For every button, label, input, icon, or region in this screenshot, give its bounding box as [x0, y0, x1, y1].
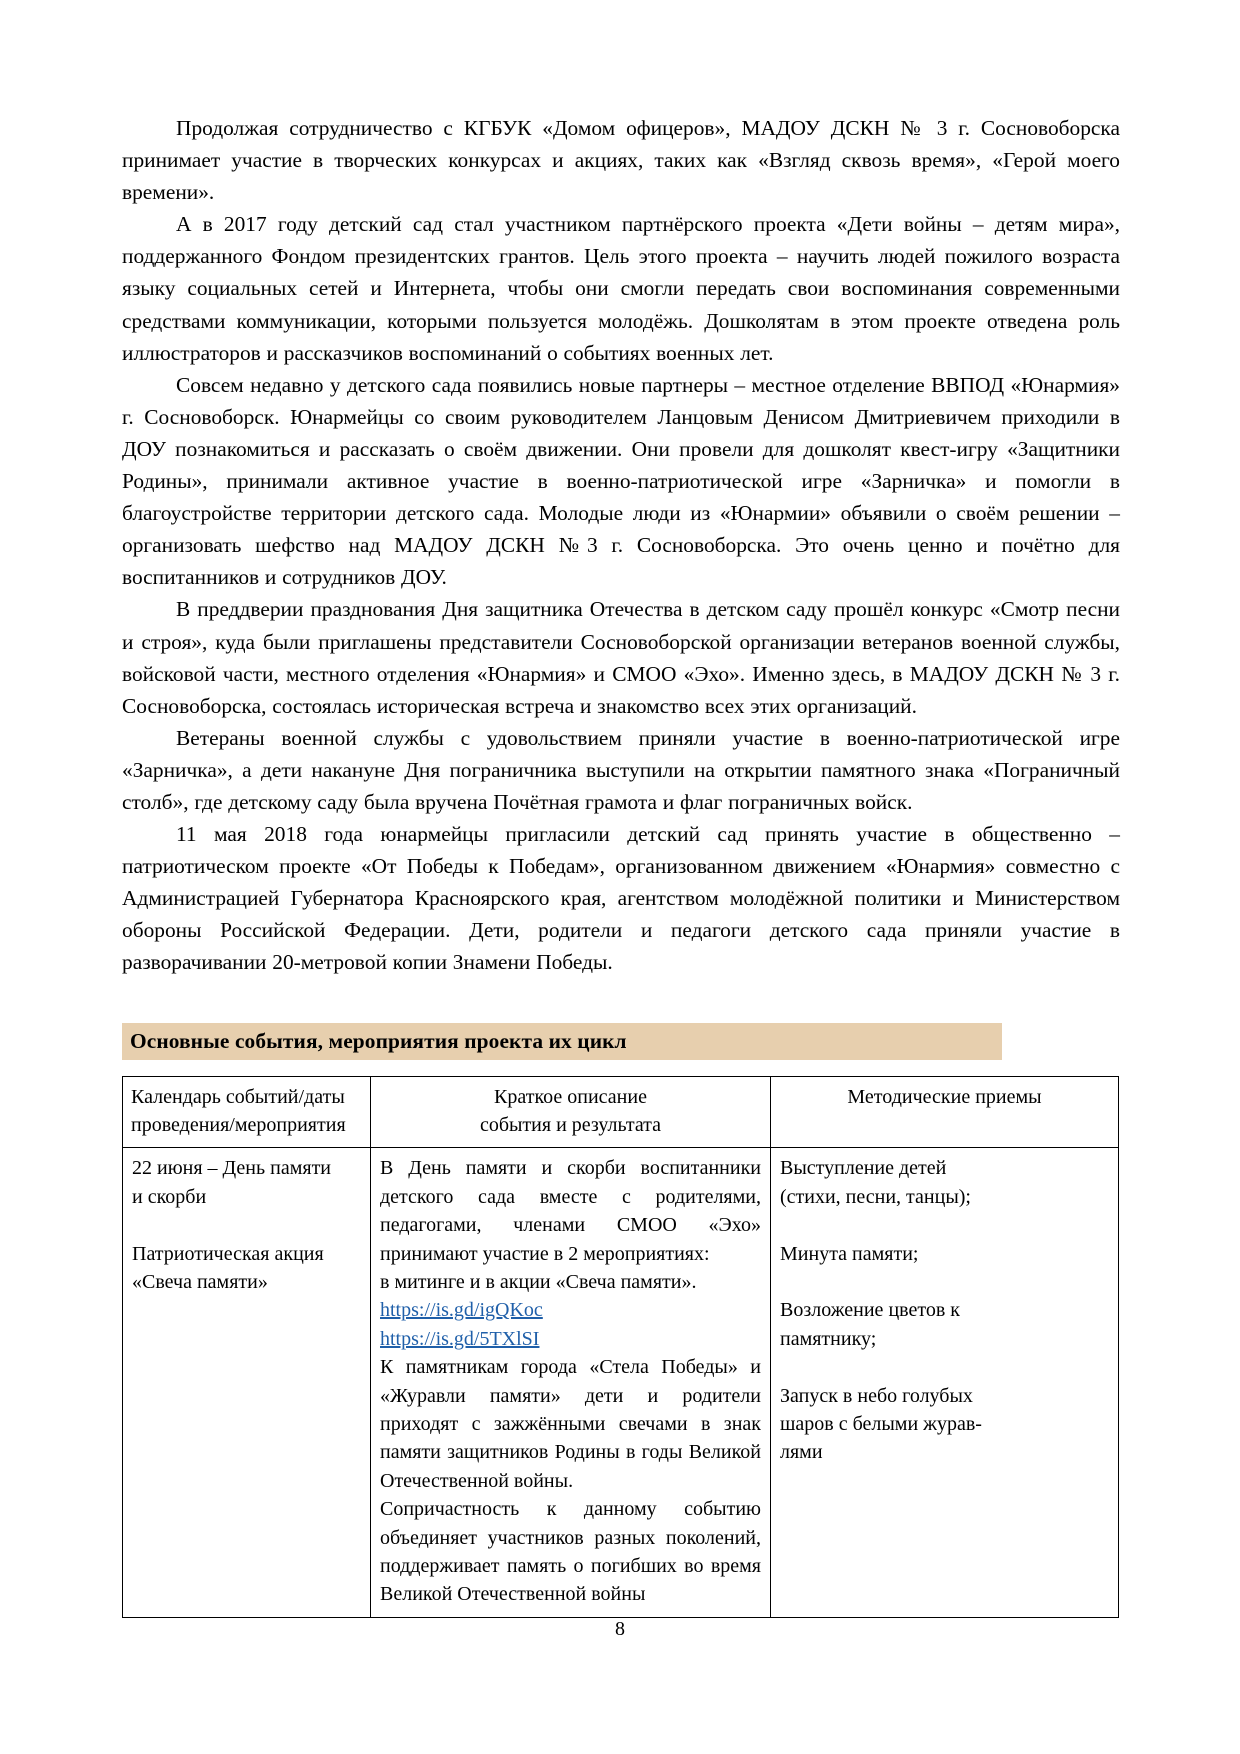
- body-text-block: [122, 112, 1120, 979]
- calendar-line-3: Патриотическая акция: [132, 1242, 324, 1265]
- column-header-description-line2: события и результата: [479, 1113, 662, 1136]
- method-item-4-line-3: лями: [780, 1441, 823, 1464]
- description-link-2-wrapper: [380, 1325, 761, 1353]
- cell-methods: [771, 1148, 1119, 1618]
- column-header-calendar: [123, 1076, 371, 1148]
- paragraph-1: Продолжая сотрудничество с КГБУК «Домом офицеров», МАДОУ ДСКН № 3 г. Сосновоборска принимает участие в творческих конкурсах и акциях, таких как «Взгляд сквозь время», «Герой моего времени».: [122, 116, 1120, 205]
- method-item-1-line-2: (стихи, песни, танцы);: [780, 1185, 971, 1208]
- methods-spacer-2: [780, 1268, 1109, 1296]
- description-block-1: В День памяти и скорби воспитанники детского сада вместе с родителями, педагогами, членами СМОО «Эхо» принимают участие в 2 мероприятиях:: [380, 1157, 761, 1265]
- section-banner-title: Основные события, мероприятия проекта их цикл: [130, 1028, 627, 1053]
- description-block-2: в митинге и в акции «Свеча памяти».: [380, 1270, 697, 1293]
- method-item-4-line-1: Запуск в небо голубых: [780, 1384, 973, 1407]
- calendar-line-1: 22 июня – День памяти: [132, 1157, 332, 1180]
- table-header-row: [123, 1076, 1119, 1148]
- description-link-2[interactable]: https://is.gd/5TXlSI: [380, 1327, 540, 1350]
- column-header-description-line1: Краткое описание: [494, 1085, 647, 1108]
- description-block-4: Сопричастность к данному событию объединяет участников разных поколений, поддерживает память о погибших во время Великой Отечественной войны: [380, 1498, 761, 1606]
- calendar-spacer: [132, 1211, 361, 1239]
- description-link-1-wrapper: [380, 1296, 761, 1324]
- cell-calendar: [123, 1148, 371, 1618]
- calendar-line-2: и скорби: [132, 1185, 207, 1208]
- paragraph-2: А в 2017 году детский сад стал участником партнёрского проекта «Дети войны – детям мира», поддержанного Фондом президентских грантов. Цель этого проекта – научить людей пожилого возраста языку социальных сетей и Интернета, чтобы они смогли передать свои воспоминания современными средствами коммуникации, которыми пользуется молодёжь. Дошколятам в этом проекте отведена роль иллюстраторов и рассказчиков воспоминаний о событиях военных лет.: [122, 212, 1120, 365]
- method-item-3-line-1: Возложение цветов к: [780, 1299, 960, 1322]
- description-link-1[interactable]: https://is.gd/igQKoc: [380, 1299, 543, 1322]
- paragraph-3: Совсем недавно у детского сада появились новые партнеры – местное отделение ВВПОД «Юнармия» г. Сосновоборск. Юнармейцы со своим руководителем Ланцовым Денисом Дмитриевичем приходили в ДОУ познакомиться и рассказать о своём движении. Они провели для дошколят квест-игру «Защитники Родины», принимали активное участие в военно-патриотической игре «Зарничка» и помогли в благоустройстве территории детского сада. Молодые люди из «Юнармии» объявили о своём решении – организовать шефство над МАДОУ ДСКН №3 г. Сосновоборска. Это очень ценно и почётно для воспитанников и сотрудников ДОУ.: [122, 372, 1120, 590]
- paragraph-4: В преддверии празднования Дня защитника Отечества в детском саду прошёл конкурс «Смотр песни и строя», куда были приглашены представители Сосновоборской организации ветеранов военной службы, войсковой части, местного отделения «Юнармия» и СМОО «Эхо». Именно здесь, в МАДОУ ДСКН № 3 г. Сосновоборска, состоялась историческая встреча и знакомство всех этих организаций.: [122, 597, 1120, 718]
- column-header-methods: [771, 1076, 1119, 1148]
- table-row: [123, 1148, 1119, 1618]
- paragraph-6: 11 мая 2018 года юнармейцы пригласили детский сад принять участие в общественно – патриотическом проекте «От Победы к Победам», организованном движением «Юнармия» совместно с Администрацией Губернатора Красноярского края, агентством молодёжной политики и Министерством обороны Российской Федерации. Дети, родители и педагоги детского сада приняли участие в разворачивании 20-метровой копии Знамени Победы.: [122, 822, 1120, 975]
- paragraph-5: Ветераны военной службы с удовольствием приняли участие в военно-патриотической игре «Зарничка», а дети накануне Дня пограничника выступили на открытии памятного знака «Пограничный столб», где детскому саду была вручена Почётная грамота и флаг пограничных войск.: [122, 725, 1120, 814]
- page-number: 8: [615, 1618, 625, 1640]
- method-item-1-line-1: Выступление детей: [780, 1157, 947, 1180]
- method-item-4-line-2: шаров с белыми журав-: [780, 1412, 982, 1435]
- column-header-calendar-line2: проведения/мероприятия: [131, 1113, 346, 1136]
- methods-spacer-3: [780, 1353, 1109, 1381]
- table-header: [123, 1076, 1119, 1148]
- events-table: [122, 1076, 1119, 1618]
- cell-description: [371, 1148, 771, 1618]
- method-item-3-line-2: памятнику;: [780, 1327, 877, 1350]
- description-block-3: К памятникам города «Стела Победы» и «Журавли памяти» дети и родители приходят с зажжёнными свечами в знак памяти защитников Родины в годы Великой Отечественной войны.: [380, 1356, 761, 1492]
- methods-spacer-1: [780, 1211, 1109, 1239]
- column-header-methods-label: Методические приемы: [847, 1085, 1042, 1108]
- column-header-calendar-line1: Календарь событий/даты: [131, 1085, 345, 1108]
- calendar-line-4: «Свеча памяти»: [132, 1270, 268, 1293]
- section-banner: [122, 1023, 1002, 1060]
- column-header-description: [371, 1076, 771, 1148]
- method-item-2: Минута памяти;: [780, 1242, 919, 1265]
- table-body: [123, 1148, 1119, 1618]
